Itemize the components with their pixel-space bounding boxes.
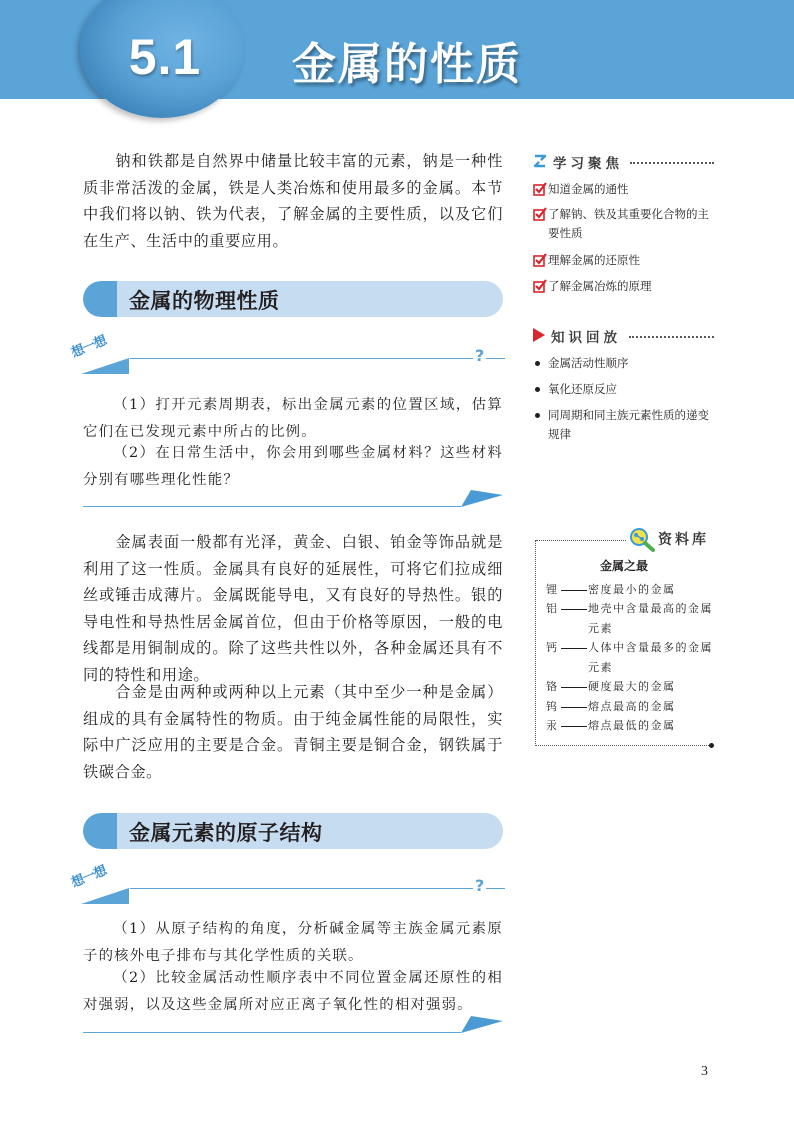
think-box-header: [69, 863, 505, 906]
knowledge-review-header: [532, 326, 714, 348]
think-box-footer: [83, 1012, 505, 1036]
body-paragraph: [83, 679, 503, 785]
review-item: [533, 406, 718, 444]
think-question-text: （1）从原子结构的角度，分析碱金属等主族金属元素原子的核外电子排布与其化学性质的关联。: [83, 921, 503, 964]
element-desc: 密度最小的金属: [588, 583, 676, 596]
bullet-icon: [535, 413, 540, 418]
divider: [83, 1032, 461, 1033]
library-row: [546, 697, 716, 717]
chapter-title: 金属的性质: [292, 39, 522, 90]
dash: [561, 707, 587, 708]
think-question-1: [83, 916, 503, 969]
section-heading-cap: [83, 813, 117, 849]
review-item-text: 金属活动性顺序: [548, 356, 629, 370]
question-mark-icon: ?: [475, 346, 485, 365]
knowledge-review-title: 知识回放: [551, 330, 621, 346]
element-name: 汞: [546, 719, 559, 732]
body-paragraph-text: 合金是由两种或两种以上元素（其中至少一种是金属）组成的具有金属特性的物质。由于纯金属性能的局限性，实际中广泛应用的主要是合金。青铜主要是铜合金，钢铁属于铁碳合金。: [83, 683, 503, 781]
focus-item-text: 理解金属的还原性: [548, 253, 640, 267]
data-library-subtitle: 金属之最: [600, 559, 649, 573]
checkbox-checked-icon: [533, 279, 547, 293]
element-name: 钙: [546, 641, 559, 654]
magnifier-atom-icon: [628, 526, 656, 552]
intro-text: 钠和铁都是自然界中储量比较丰富的元素，钠是一种性质非常活泼的金属，铁是人类冶炼和使用最多的金属。本节中我们将以钠、铁为代表，了解金属的主要性质，以及它们在生产、生活中的重要应用。: [83, 152, 503, 250]
end-dot-icon: [709, 743, 714, 748]
review-item: [533, 354, 718, 373]
play-triangle-icon: [532, 327, 546, 343]
element-desc: 硬度最大的金属: [588, 680, 676, 693]
checkbox-checked-icon: [533, 182, 547, 196]
element-desc: 人体中含量最多的金属元素: [588, 641, 713, 674]
focus-item-text: 了解金属冶炼的原理: [548, 279, 652, 293]
think-box-footer: [83, 486, 505, 510]
dash: [561, 648, 587, 649]
think-question-1: [83, 392, 503, 445]
think-box-header: [69, 333, 505, 376]
dotted-rule: [536, 540, 626, 541]
library-row: [546, 716, 716, 736]
think-tag: 想一想: [69, 863, 109, 891]
bullet-icon: [535, 361, 540, 366]
dotted-rule: [630, 162, 714, 164]
think-question-2: [83, 965, 503, 1018]
element-name: 铬: [546, 680, 559, 693]
divider: [130, 888, 505, 889]
element-desc: 熔点最低的金属: [588, 719, 676, 732]
think-wedge-icon: [81, 888, 129, 904]
arrow-right-icon: [459, 1012, 505, 1034]
checkbox-checked-icon: [533, 253, 547, 267]
focus-item: [533, 251, 718, 270]
dash: [561, 687, 587, 688]
section-heading-atomic-structure: [83, 813, 503, 849]
question-mark-icon: ?: [475, 876, 485, 895]
section-heading-physical-properties: [83, 281, 503, 317]
library-row: [546, 677, 716, 697]
element-desc: 地壳中含量最高的金属元素: [588, 602, 713, 635]
dash: [561, 609, 587, 610]
think-question-text: （2）在日常生活中，你会用到哪些金属材料？这些材料分别有哪些理化性能？: [83, 445, 503, 488]
library-row: [546, 580, 716, 600]
data-library-title: 资料库: [658, 532, 709, 548]
bullet-icon: [535, 387, 540, 392]
focus-item-text: 知道金属的通性: [548, 182, 629, 196]
chapter-number: 5.1: [128, 29, 202, 85]
body-paragraph: [83, 529, 503, 688]
focus-swirl-icon: [532, 153, 548, 169]
learning-focus-header: [532, 152, 714, 174]
think-tag: 想一想: [69, 333, 109, 361]
think-question-text: （2）比较金属活动性顺序表中不同位置金属还原性的相对强弱，以及这些金属所对应正离子氧化性的相对强弱。: [83, 970, 503, 1013]
divider: [130, 358, 505, 359]
focus-item: [533, 277, 718, 296]
focus-item-text: 了解钠、铁及其重要化合物的主要性质: [548, 207, 709, 240]
library-row: [546, 638, 716, 677]
arrow-right-icon: [459, 486, 505, 508]
intro-paragraph: [83, 148, 503, 254]
body-paragraph-text: 金属表面一般都有光泽，黄金、白银、铂金等饰品就是利用了这一性质。金属具有良好的延展性，可将它们拉成细丝或锤击成薄片。金属既能导电，又有良好的导热性。银的导电性和导热性居金属首位，但由于价格等原因，一般的电线都是用铜制成的。除了这些共性以外，各种金属还具有不同的特性和用途。: [83, 533, 503, 684]
section-heading-label: 金属的物理性质: [129, 289, 280, 313]
learning-focus-title: 学习聚焦: [553, 156, 623, 172]
element-name: 钨: [546, 700, 559, 713]
element-name: 锂: [546, 583, 559, 596]
think-question-text: （1）打开元素周期表，标出金属元素的位置区域，估算它们在已发现元素中所占的比例。: [83, 397, 503, 440]
review-item-text: 同周期和同主族元素性质的递变规律: [548, 408, 709, 441]
section-heading-cap: [83, 281, 117, 317]
checkbox-checked-icon: [533, 207, 547, 221]
element-name: 铝: [546, 602, 559, 615]
library-row: [546, 599, 716, 638]
focus-item: [533, 180, 718, 199]
page-number: 3: [701, 1064, 708, 1079]
focus-item: [533, 205, 718, 243]
review-item: [533, 380, 718, 399]
dotted-rule: [629, 336, 714, 338]
element-desc: 熔点最高的金属: [588, 700, 676, 713]
divider: [83, 506, 461, 507]
think-wedge-icon: [81, 358, 129, 374]
review-item-text: 氧化还原反应: [548, 382, 617, 396]
section-heading-label: 金属元素的原子结构: [129, 821, 323, 845]
dash: [561, 590, 587, 591]
dash: [561, 726, 587, 727]
